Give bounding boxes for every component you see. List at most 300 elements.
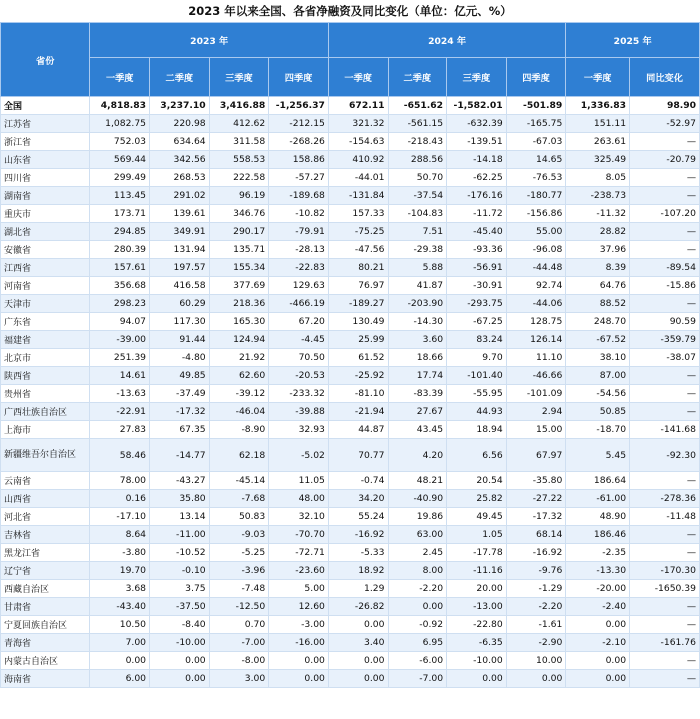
value-cell: -233.32 — [269, 385, 329, 403]
value-cell: — — [630, 385, 700, 403]
value-cell: -6.00 — [388, 652, 447, 670]
value-cell: 5.00 — [269, 580, 329, 598]
table-row — [1, 634, 700, 652]
value-cell: 157.61 — [90, 259, 150, 277]
province-cell: 河南省 — [1, 277, 90, 295]
value-cell: 298.23 — [90, 295, 150, 313]
value-cell: -67.03 — [506, 133, 566, 151]
value-cell: 752.03 — [90, 133, 150, 151]
value-cell: 248.70 — [566, 313, 630, 331]
value-cell: — — [630, 367, 700, 385]
value-cell: -212.15 — [269, 115, 329, 133]
table-row — [1, 670, 700, 688]
value-cell: -104.83 — [388, 205, 447, 223]
value-cell: 76.97 — [328, 277, 388, 295]
value-cell: 3,237.10 — [150, 97, 210, 115]
value-cell: -62.25 — [447, 169, 507, 187]
value-cell: 50.85 — [566, 403, 630, 421]
quarter-header: 一季度 — [328, 58, 388, 97]
value-cell: 8.64 — [90, 526, 150, 544]
value-cell: 50.70 — [388, 169, 447, 187]
province-cell: 天津市 — [1, 295, 90, 313]
value-cell: -238.73 — [566, 187, 630, 205]
province-cell: 河北省 — [1, 508, 90, 526]
province-cell: 湖北省 — [1, 223, 90, 241]
value-cell: 68.14 — [506, 526, 566, 544]
value-cell: 0.00 — [328, 670, 388, 688]
province-cell: 江西省 — [1, 259, 90, 277]
value-cell: -29.38 — [388, 241, 447, 259]
value-cell: -0.74 — [328, 472, 388, 490]
quarter-header: 二季度 — [150, 58, 210, 97]
value-cell: -81.10 — [328, 385, 388, 403]
value-cell: 197.57 — [150, 259, 210, 277]
value-cell: -0.10 — [150, 562, 210, 580]
value-cell: 128.75 — [506, 313, 566, 331]
value-cell: 32.93 — [269, 421, 329, 439]
value-cell: 291.02 — [150, 187, 210, 205]
value-cell: 130.49 — [328, 313, 388, 331]
value-cell: 62.18 — [209, 439, 269, 472]
value-cell: 410.92 — [328, 151, 388, 169]
value-cell: -40.90 — [388, 490, 447, 508]
value-cell: -20.00 — [566, 580, 630, 598]
value-cell: 4.20 — [388, 439, 447, 472]
value-cell: — — [630, 652, 700, 670]
value-cell: -12.50 — [209, 598, 269, 616]
value-cell: -1.61 — [506, 616, 566, 634]
value-cell: -7.00 — [209, 634, 269, 652]
table-row — [1, 97, 700, 115]
table-row — [1, 580, 700, 598]
value-cell: 10.00 — [506, 652, 566, 670]
value-cell: -17.78 — [447, 544, 507, 562]
value-cell: -11.32 — [566, 205, 630, 223]
table-row — [1, 598, 700, 616]
value-cell: 263.61 — [566, 133, 630, 151]
value-cell: -16.92 — [506, 544, 566, 562]
value-cell: -47.56 — [328, 241, 388, 259]
province-cell: 山西省 — [1, 490, 90, 508]
value-cell: 3.00 — [209, 670, 269, 688]
value-cell: 0.00 — [566, 652, 630, 670]
value-cell: -561.15 — [388, 115, 447, 133]
table-row — [1, 544, 700, 562]
value-cell: — — [630, 187, 700, 205]
province-cell: 黑龙江省 — [1, 544, 90, 562]
value-cell: -1650.39 — [630, 580, 700, 598]
value-cell: -14.77 — [150, 439, 210, 472]
value-cell: -3.96 — [209, 562, 269, 580]
value-cell: 6.95 — [388, 634, 447, 652]
value-cell: 3.75 — [150, 580, 210, 598]
value-cell: -466.19 — [269, 295, 329, 313]
value-cell: 0.00 — [269, 670, 329, 688]
table-row — [1, 385, 700, 403]
value-cell: 1.05 — [447, 526, 507, 544]
value-cell: -17.32 — [150, 403, 210, 421]
value-cell: -46.66 — [506, 367, 566, 385]
value-cell: 294.85 — [90, 223, 150, 241]
value-cell: 25.99 — [328, 331, 388, 349]
value-cell: — — [630, 295, 700, 313]
value-cell: 222.58 — [209, 169, 269, 187]
value-cell: 9.70 — [447, 349, 507, 367]
value-cell: -651.62 — [388, 97, 447, 115]
province-cell: 上海市 — [1, 421, 90, 439]
province-cell: 湖南省 — [1, 187, 90, 205]
table-row — [1, 652, 700, 670]
value-cell: -44.06 — [506, 295, 566, 313]
value-cell: -268.26 — [269, 133, 329, 151]
value-cell: -43.27 — [150, 472, 210, 490]
value-cell: 412.62 — [209, 115, 269, 133]
value-cell: -67.52 — [566, 331, 630, 349]
value-cell: -141.68 — [630, 421, 700, 439]
value-cell: 634.64 — [150, 133, 210, 151]
value-cell: 48.90 — [566, 508, 630, 526]
value-cell: 268.53 — [150, 169, 210, 187]
value-cell: — — [630, 133, 700, 151]
value-cell: -176.16 — [447, 187, 507, 205]
table-row — [1, 223, 700, 241]
value-cell: 70.77 — [328, 439, 388, 472]
value-cell: 98.90 — [630, 97, 700, 115]
value-cell: 27.83 — [90, 421, 150, 439]
value-cell: -189.68 — [269, 187, 329, 205]
value-cell: 113.45 — [90, 187, 150, 205]
province-cell: 新疆维吾尔自治区 — [1, 439, 90, 472]
value-cell: -10.00 — [447, 652, 507, 670]
value-cell: 27.67 — [388, 403, 447, 421]
value-cell: 14.61 — [90, 367, 150, 385]
value-cell: -17.32 — [506, 508, 566, 526]
table-row — [1, 367, 700, 385]
value-cell: -56.91 — [447, 259, 507, 277]
value-cell: -79.91 — [269, 223, 329, 241]
table-row — [1, 349, 700, 367]
quarter-header: 二季度 — [388, 58, 447, 97]
value-cell: -101.09 — [506, 385, 566, 403]
value-cell: -21.94 — [328, 403, 388, 421]
value-cell: -13.63 — [90, 385, 150, 403]
value-cell: 131.94 — [150, 241, 210, 259]
value-cell: -25.92 — [328, 367, 388, 385]
value-cell: 321.32 — [328, 115, 388, 133]
value-cell: 43.45 — [388, 421, 447, 439]
value-cell: -92.30 — [630, 439, 700, 472]
value-cell: -14.30 — [388, 313, 447, 331]
quarter-header: 四季度 — [269, 58, 329, 97]
value-cell: -1,256.37 — [269, 97, 329, 115]
value-cell: 18.92 — [328, 562, 388, 580]
value-cell: -18.70 — [566, 421, 630, 439]
table-row — [1, 616, 700, 634]
value-cell: 0.00 — [506, 670, 566, 688]
value-cell: -7.48 — [209, 580, 269, 598]
quarter-header: 一季度 — [90, 58, 150, 97]
value-cell: 61.52 — [328, 349, 388, 367]
value-cell: -72.71 — [269, 544, 329, 562]
value-cell: -27.22 — [506, 490, 566, 508]
value-cell: 377.69 — [209, 277, 269, 295]
value-cell: -76.53 — [506, 169, 566, 187]
value-cell: -139.51 — [447, 133, 507, 151]
province-cell: 吉林省 — [1, 526, 90, 544]
value-cell: 0.00 — [150, 670, 210, 688]
value-cell: 48.00 — [269, 490, 329, 508]
value-cell: 165.30 — [209, 313, 269, 331]
quarter-header: 四季度 — [506, 58, 566, 97]
value-cell: -2.20 — [388, 580, 447, 598]
table-row — [1, 439, 700, 472]
value-cell: -8.90 — [209, 421, 269, 439]
value-cell: -161.76 — [630, 634, 700, 652]
value-cell: 37.96 — [566, 241, 630, 259]
value-cell: -359.79 — [630, 331, 700, 349]
year-header-2023: 2023 年 — [90, 23, 328, 58]
value-cell: -3.80 — [90, 544, 150, 562]
value-cell: -2.10 — [566, 634, 630, 652]
value-cell: -131.84 — [328, 187, 388, 205]
value-cell: -16.92 — [328, 526, 388, 544]
value-cell: -39.88 — [269, 403, 329, 421]
value-cell: 672.11 — [328, 97, 388, 115]
value-cell: 41.87 — [388, 277, 447, 295]
value-cell: -15.86 — [630, 277, 700, 295]
value-cell: 8.39 — [566, 259, 630, 277]
table-row — [1, 472, 700, 490]
value-cell: 87.00 — [566, 367, 630, 385]
value-cell: -5.02 — [269, 439, 329, 472]
value-cell: 0.00 — [328, 616, 388, 634]
value-cell: 3.40 — [328, 634, 388, 652]
value-cell: 139.61 — [150, 205, 210, 223]
table-row — [1, 205, 700, 223]
value-cell: -75.25 — [328, 223, 388, 241]
value-cell: -11.00 — [150, 526, 210, 544]
value-cell: 129.63 — [269, 277, 329, 295]
value-cell: 0.00 — [90, 652, 150, 670]
value-cell: 49.45 — [447, 508, 507, 526]
value-cell: -3.00 — [269, 616, 329, 634]
province-cell: 宁夏回族自治区 — [1, 616, 90, 634]
table-row — [1, 259, 700, 277]
value-cell: 558.53 — [209, 151, 269, 169]
value-cell: 135.71 — [209, 241, 269, 259]
table-row — [1, 115, 700, 133]
province-cell: 内蒙古自治区 — [1, 652, 90, 670]
value-cell: 64.76 — [566, 277, 630, 295]
value-cell: 18.66 — [388, 349, 447, 367]
value-cell: -107.20 — [630, 205, 700, 223]
value-cell: 356.68 — [90, 277, 150, 295]
value-cell: -46.04 — [209, 403, 269, 421]
value-cell: -37.49 — [150, 385, 210, 403]
value-cell: -2.20 — [506, 598, 566, 616]
value-cell: -278.36 — [630, 490, 700, 508]
province-cell: 陕西省 — [1, 367, 90, 385]
value-cell: -501.89 — [506, 97, 566, 115]
value-cell: 80.21 — [328, 259, 388, 277]
value-cell: -13.30 — [566, 562, 630, 580]
value-cell: -52.97 — [630, 115, 700, 133]
value-cell: -8.00 — [209, 652, 269, 670]
value-cell: 91.44 — [150, 331, 210, 349]
value-cell: -7.68 — [209, 490, 269, 508]
value-cell: 288.56 — [388, 151, 447, 169]
province-cell: 安徽省 — [1, 241, 90, 259]
value-cell: 6.56 — [447, 439, 507, 472]
table-row — [1, 277, 700, 295]
value-cell: -0.92 — [388, 616, 447, 634]
value-cell: -156.86 — [506, 205, 566, 223]
value-cell: 49.85 — [150, 367, 210, 385]
province-cell: 四川省 — [1, 169, 90, 187]
province-cell: 重庆市 — [1, 205, 90, 223]
value-cell: -17.10 — [90, 508, 150, 526]
value-cell: -35.80 — [506, 472, 566, 490]
value-cell: -10.00 — [150, 634, 210, 652]
value-cell: — — [630, 472, 700, 490]
value-cell: -154.63 — [328, 133, 388, 151]
quarter-header: 三季度 — [447, 58, 507, 97]
value-cell: 21.92 — [209, 349, 269, 367]
value-cell: -45.40 — [447, 223, 507, 241]
value-cell: 35.80 — [150, 490, 210, 508]
value-cell: 220.98 — [150, 115, 210, 133]
value-cell: 20.54 — [447, 472, 507, 490]
value-cell: -170.30 — [630, 562, 700, 580]
value-cell: 83.24 — [447, 331, 507, 349]
table-row — [1, 526, 700, 544]
yoy-header: 同比变化 — [630, 58, 700, 97]
value-cell: -293.75 — [447, 295, 507, 313]
year-header-2025: 2025 年 — [566, 23, 700, 58]
value-cell: -203.90 — [388, 295, 447, 313]
value-cell: 0.00 — [566, 670, 630, 688]
province-cell: 山东省 — [1, 151, 90, 169]
value-cell: 117.30 — [150, 313, 210, 331]
value-cell: -6.35 — [447, 634, 507, 652]
value-cell: -10.52 — [150, 544, 210, 562]
value-cell: 1,336.83 — [566, 97, 630, 115]
value-cell: -5.25 — [209, 544, 269, 562]
value-cell: -180.77 — [506, 187, 566, 205]
value-cell: -93.36 — [447, 241, 507, 259]
value-cell: 3.68 — [90, 580, 150, 598]
province-header: 省份 — [1, 23, 90, 97]
value-cell: -20.53 — [269, 367, 329, 385]
value-cell: -54.56 — [566, 385, 630, 403]
province-cell: 青海省 — [1, 634, 90, 652]
value-cell: -57.27 — [269, 169, 329, 187]
value-cell: -4.45 — [269, 331, 329, 349]
value-cell: 62.60 — [209, 367, 269, 385]
province-cell: 北京市 — [1, 349, 90, 367]
value-cell: 342.56 — [150, 151, 210, 169]
value-cell: 90.59 — [630, 313, 700, 331]
value-cell: -55.95 — [447, 385, 507, 403]
value-cell: -2.40 — [566, 598, 630, 616]
province-cell: 江苏省 — [1, 115, 90, 133]
table-row — [1, 403, 700, 421]
value-cell: 8.00 — [388, 562, 447, 580]
value-cell: 186.64 — [566, 472, 630, 490]
value-cell: 218.36 — [209, 295, 269, 313]
value-cell: 38.10 — [566, 349, 630, 367]
value-cell: 92.74 — [506, 277, 566, 295]
value-cell: 14.65 — [506, 151, 566, 169]
value-cell: 186.46 — [566, 526, 630, 544]
value-cell: 0.00 — [269, 652, 329, 670]
value-cell: 32.10 — [269, 508, 329, 526]
value-cell: 158.86 — [269, 151, 329, 169]
value-cell: — — [630, 241, 700, 259]
value-cell: -44.01 — [328, 169, 388, 187]
value-cell: 19.70 — [90, 562, 150, 580]
value-cell: 70.50 — [269, 349, 329, 367]
value-cell: 0.00 — [447, 670, 507, 688]
value-cell: 416.58 — [150, 277, 210, 295]
value-cell: 19.86 — [388, 508, 447, 526]
table-row — [1, 241, 700, 259]
table-row — [1, 151, 700, 169]
value-cell: 569.44 — [90, 151, 150, 169]
value-cell: -61.00 — [566, 490, 630, 508]
value-cell: 124.94 — [209, 331, 269, 349]
value-cell: -1.29 — [506, 580, 566, 598]
value-cell: 94.07 — [90, 313, 150, 331]
value-cell: — — [630, 616, 700, 634]
value-cell: 4,818.83 — [90, 97, 150, 115]
value-cell: 157.33 — [328, 205, 388, 223]
value-cell: 7.00 — [90, 634, 150, 652]
page-title: 2023 年以来全国、各省净融资及同比变化（单位：亿元、%） — [188, 4, 512, 18]
quarter-header: 一季度 — [566, 58, 630, 97]
table-row — [1, 313, 700, 331]
value-cell: 3.60 — [388, 331, 447, 349]
value-cell: — — [630, 526, 700, 544]
value-cell: 251.39 — [90, 349, 150, 367]
value-cell: -14.18 — [447, 151, 507, 169]
value-cell: 15.00 — [506, 421, 566, 439]
value-cell: 349.91 — [150, 223, 210, 241]
value-cell: -7.00 — [388, 670, 447, 688]
value-cell: 0.00 — [566, 616, 630, 634]
value-cell: 299.49 — [90, 169, 150, 187]
value-cell: -10.82 — [269, 205, 329, 223]
value-cell: 3,416.88 — [209, 97, 269, 115]
value-cell: 8.05 — [566, 169, 630, 187]
value-cell: -632.39 — [447, 115, 507, 133]
value-cell: -189.27 — [328, 295, 388, 313]
year-header-2024: 2024 年 — [328, 23, 565, 58]
table-row — [1, 187, 700, 205]
value-cell: 11.10 — [506, 349, 566, 367]
value-cell: -37.50 — [150, 598, 210, 616]
value-cell: — — [630, 598, 700, 616]
value-cell: — — [630, 223, 700, 241]
value-cell: -39.00 — [90, 331, 150, 349]
value-cell: -16.00 — [269, 634, 329, 652]
province-cell: 浙江省 — [1, 133, 90, 151]
value-cell: 173.71 — [90, 205, 150, 223]
table-row — [1, 490, 700, 508]
value-cell: 60.29 — [150, 295, 210, 313]
value-cell: 325.49 — [566, 151, 630, 169]
value-cell: -11.48 — [630, 508, 700, 526]
